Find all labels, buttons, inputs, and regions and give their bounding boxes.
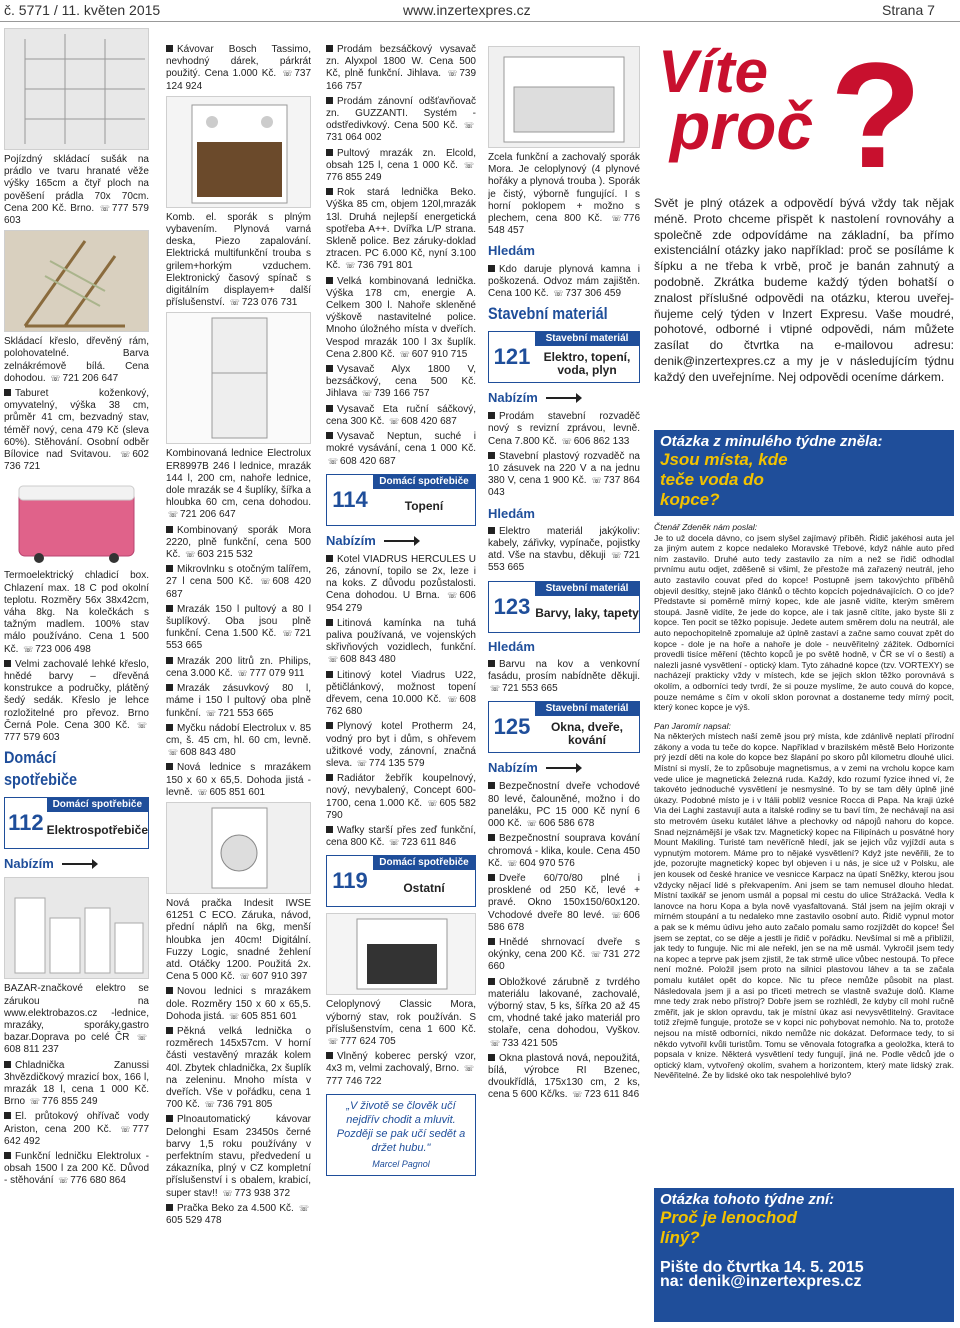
phone-icon: ☏ [328, 456, 339, 466]
site-url[interactable]: www.inzertexpres.cz [403, 2, 531, 18]
category-box-119 [326, 855, 476, 907]
phone-icon: ☏ [239, 972, 250, 982]
phone-icon: ☏ [136, 1033, 147, 1043]
category-name: Elektrospotřebiče [46, 822, 148, 837]
bullet-icon [326, 365, 333, 372]
category-box-125 [488, 701, 640, 753]
ad-paint: Barvu na kov a venkovní fasádu, prosím nabídněte děkuji. ☏ 721 553 665 [488, 658, 640, 695]
bullet-icon [166, 1115, 173, 1122]
bullet-icon [166, 45, 173, 52]
phone-icon: ☏ [507, 858, 518, 868]
arrow-right-icon [546, 391, 582, 405]
category-number: 125 [489, 702, 535, 752]
ad-neptun: Vysavač Neptun, suché i mokré vysávání, cena 1 000 Kč. ☏ 608 420 687 [326, 431, 476, 467]
category-name: Elektro, topení, voda, plyn [543, 350, 631, 378]
phone-icon: ☏ [237, 668, 248, 678]
cooling-box-icon [4, 476, 149, 566]
bullet-icon [326, 1052, 333, 1059]
category-number: 112 [5, 798, 47, 848]
oven-icon [489, 47, 640, 147]
category-number: 121 [489, 332, 535, 382]
phone-icon: ☏ [356, 758, 367, 768]
ad-distribution-box: Prodám stavební rozvaděč nový s revizní zprávou, levně. Cena 7.800 Kč. ☏ 606 862 133 [488, 411, 640, 447]
ad-door-frames: Obložkové zárubně z tvrdého materiálu lakované, zachovalé, výborný stav, 5 ks, šířka 20 až 45 cm, vhodné také jako materiál pro stolaře, cena dohodou, Vyškov. ☏ 733 421 505 [488, 976, 640, 1049]
ad-electrolux-fridge: Kombinovaná lednice Electrolux ER8997B 246 l lednice, mrazák 144 l, 200 cm, nahoře lednice, dole mrazák se 4 šuplíky, šířka a hloubka 60 cm, cena dohodou. ☏ 721 206 647 [166, 448, 311, 521]
bullet-icon [326, 555, 333, 562]
category-number: 123 [489, 582, 535, 632]
column-4 [488, 44, 640, 1326]
ad-indesit: Nová pračka Indesit IWSE 61251 C ECO. Záruka, návod, přední náplň na 6kg, menší hloubka jen 40cm! Digitální. Fuzzy Logic, snadné žehlení atd. Otáčky 1200. Použitá 2x. Cena 5 000 Kč. ☏ 607 910 397 [166, 897, 311, 983]
ad-alyx-1800: Vysavač Alyx 1800 V, bezsáčkový, cena 500 Kč. Jihlava ☏ 739 166 757 [326, 364, 476, 400]
ad-big-fridge: Pěkná velká lednička o rozměrech 145x57cm. V horní části vestavěný mrazák kolem 40l. Zbytek chladnička, 2x šuplík na zeleninu. Mnoho místa v dveřích. Vše v pořádku, cena 1 700 Kč. ☏ 736 791 805 [166, 1025, 311, 1111]
category-group: Domácí spotřebiče [373, 475, 475, 489]
ad-folding-door: Hnědé shrnovací dveře s okýnky, cena 200 Kč. ☏ 731 272 660 [488, 936, 640, 973]
ad-wanted-gas-stove: Kdo daruje plynová kamna i poškozená. Odvoz mám zajištěn. Cena 100 Kč. ☏ 737 306 459 [488, 263, 640, 300]
phone-icon: ☏ [427, 798, 438, 808]
reader2-name: Pan Jaromír napsal: [654, 720, 731, 731]
ad-dishwasher: Myčku nádobí Electrolux v. 85 cm, š. 45 cm, hl. 60 cm, levně. ☏ 608 843 480 [166, 722, 311, 759]
bullet-icon [4, 1061, 11, 1068]
bullet-icon [166, 605, 173, 612]
phone-icon: ☏ [50, 373, 61, 383]
phone-icon: ☏ [611, 214, 622, 224]
ad-combi-fridge: Velká kombinovaná lednička. Výška 178 cm, energie A. Celkem 300 l. Nahoře skleněné výškově nastavitelné police. Mnoho úložného místa v dveřích. Vespod mrazák 100 l 3x šuplík. Cena 2.800 Kč. ☏ 607 910 715 [326, 275, 476, 360]
phone-icon: ☏ [464, 160, 475, 170]
ad-doors: Dveře 60/70/80 plné i prosklené od 250 Kč, levé + pravé. Okno 150x150/60x120. Vchodové dveře 80 levé. ☏ 606 586 678 [488, 872, 640, 933]
quote-author: Marcel Pagnol [372, 1158, 430, 1169]
ad-philips: Mrazák 200 litrů zn. Philips, cena 3.000 Kč. ☏ 777 079 911 [166, 655, 311, 679]
phone-icon: ☏ [282, 69, 293, 79]
ad-zanussi: Chladnička Zanussi 3hvězdičkový mrazicí box, 166 l, mrazák 18 l, cena 1 000 Kč. Brno ☏ 776 855 249 [4, 1059, 149, 1108]
subheading-hledam: Hledám [488, 638, 535, 654]
phone-icon: ☏ [136, 720, 147, 730]
phone-icon: ☏ [222, 1188, 233, 1198]
ad-wafky: Wafky starší přes zeď funkční, cena 800 Kč. ☏ 723 611 846 [326, 824, 476, 849]
category-group: Domácí spotřebiče [47, 798, 148, 812]
phone-icon: ☏ [197, 787, 208, 797]
phone-icon: ☏ [561, 436, 572, 446]
appliances-icon [5, 878, 149, 978]
category-name: Ostatní [403, 880, 445, 895]
phone-icon: ☏ [205, 708, 216, 718]
subheading-hledam: Hledám [488, 243, 535, 259]
next-question: Proč je lenochod líný? [660, 1208, 797, 1248]
header-rule [0, 21, 960, 22]
ad-juicer: Prodám zánovní odšťavňovač zn. GUZZANTI. Systém - odstředivkový. Cena 500 Kč. ☏731 064 002 [326, 95, 476, 144]
column-1 [4, 26, 149, 1326]
phone-icon: ☏ [389, 416, 400, 426]
ad-carpet: Vlněný koberec perský vzor, 4x3 m, velmi zachovalý, Brno. ☏777 746 722 [326, 1051, 476, 1087]
photo-fridge [166, 312, 311, 444]
photo-deck-chair [4, 230, 149, 332]
next-question-box [654, 1188, 954, 1322]
reader1-answer: Je to už docela dávno, co jsem slyšel zajímavý příběh. Řidič jakéhosi auta jel za jiným autem z kopce nedaleko Moravské Třebové, když náhle auto před ním zastavilo. Druhé auto tedy zastavilo za ním a než se řidič odhodlal prvnímu autu odjet, zděšeně si všiml, že přestože má zařazený neutrál, jeho auto zastavilo couvat před do kopce! Postupně jsem takovýchto příběhů objevil desítky, stejně jako článků o těchto kopcích pojednávajících. O co jde? Představte si poměrně mírný kopec, kde ale jasně vidíte, kterým směrem stoupá. Jasně vidíte, že jede do kopce, ale i tak jasně cítíte, jako byste šli z kopce. Ten pocit se těžko popisuje. Jedete autem směrem dolu na neutrál, ale auto nepochopitelně zpomaluje až úplně zastaví a začne samo couvat zpět do kopce - dole je na hoře a nahoře je dole - neuvěřitelný zážitek. Odborníci provedli tisíce měření (těchto kopců je po světě hodně, v ČR se ví o šesti) a nalezli jasné vysvětlení - optický klam. Tyto záhadné kopce (tzv. VORTEXY) se nacházejí prakticky vždy v místech, kde se jejich sklon těžko porovnává s okolím, a odborníci tedy tvrdí, že si pouze myslíme, že auto couvá do kopce, pouze nemáme s čím v okolí sklon porovnat a dostaneme tedy mírný pocit, který konec kopce je výš. [654, 532, 954, 713]
phone-icon: ☏ [490, 684, 501, 694]
category-group: Domácí spotřebiče [373, 856, 475, 870]
phone-icon: ☏ [464, 1064, 475, 1074]
bullet-icon [166, 763, 173, 770]
phone-icon: ☏ [490, 1038, 501, 1048]
phone-icon: ☏ [298, 1203, 309, 1213]
phone-icon: ☏ [185, 550, 196, 560]
bullet-icon [4, 1152, 11, 1159]
ad-radiator: Radiátor žebřík koupelnový, nový, nevybalený, Concept 600-1700, cena 1.000 Kč. ☏ 605 582 790 [326, 773, 476, 821]
photo-drying-rack [4, 28, 149, 150]
bullet-icon [4, 389, 11, 396]
bullet-icon [4, 1112, 11, 1119]
issue-number: č. 5771 / 11. květen 2015 [4, 2, 161, 18]
drying-rack-icon [5, 29, 149, 149]
arrow-right-icon [546, 761, 582, 775]
ad-mora: Kombinovaný sporák Mora 2220, plně funkční, cena 500 Kč. ☏ 603 215 532 [166, 524, 311, 561]
subheading-nabizim: Nabízím [488, 391, 640, 405]
bullet-icon [488, 834, 495, 841]
deadline: Pište do čtvrtka 14. 5. 2015 [660, 1259, 864, 1277]
ad-stove: Komb. el. sporák s plným vybavením. Plynová varná deska, Piezo zapalování. Elektrická multifunkční trouba s grilem+horkým vzduchem. Elektronický časový spínač s digitálním displayem+ další příslušenství. ☏ 723 076 731 [166, 211, 311, 309]
bullet-icon [326, 774, 333, 781]
ad-ariston: El. průtokový ohřívač vody Ariston, cena 200 Kč. ☏ 777 642 492 [4, 1111, 149, 1147]
ad-cooling-box: Termoelektrický chladicí box. Chlazení max. 18 C pod okolní teplotu. Rozměry 56x 38x42cm, váha 8kg. Na kolečkách s tažným madlem. 100% stav málo používáno. Cena 1 500 Kč. ☏ 723 006 498 [4, 570, 149, 655]
ad-classic-mora: Celoplynový Classic Mora, výborný stav, rok používán. S příslušenstvím, cena 1 600 Kč. ☏ 777 624 705 [326, 999, 476, 1047]
bullet-icon [326, 97, 333, 104]
phone-icon: ☏ [447, 694, 458, 704]
section-title-appliances: Domácí spotřebiče [4, 748, 78, 790]
ad-elektrolux: Funkční ledničku Elektrolux - obsah 1500 l za 200 Kč. Důvod - stěhování ☏ 776 680 864 [4, 1150, 149, 1187]
ad-beko-washer: Pračka Beko za 4.500 Kč. ☏605 529 478 [166, 1202, 309, 1226]
washing-machine-icon [167, 803, 311, 893]
phone-icon: ☏ [229, 1011, 240, 1021]
arrow-right-icon [62, 857, 98, 871]
bullet-icon [488, 1054, 495, 1061]
category-group: Stavební materiál [535, 582, 639, 596]
bullet-icon [488, 265, 495, 272]
last-question-label: Otázka z minulého týdne zněla: [660, 433, 883, 450]
phone-icon: ☏ [464, 121, 475, 131]
last-question-box [654, 430, 954, 516]
photo-cooling-box [4, 476, 149, 566]
ad-bazar: BAZAR-značkové elektro se zárukou na www.elektrobazos.cz -lednice, mrazáky, sporáky,gastro bazar.Doprava po celé ČR ☏608 811 237 [4, 983, 149, 1056]
ad-armchair: Velmi zachovalé lehké křeslo, hnědé barvy – dřevěná konstrukce a područky, plátěný šedý sedák. Křeslo je lehce rozložitelné pro převoz. Brno Černá Pole. Cena 300 Kč. ☏777 579 603 [4, 658, 149, 744]
question-mark-icon: ? [830, 31, 922, 199]
ad-deck-chair: Skládací křeslo, dřevěný rám, polohovatelné. Barva zelnákrémově bílá. Cena dohodou. ☏ 721 206 647 [4, 336, 149, 384]
vite-title: Víte [658, 38, 769, 105]
ad-mora-stove: Zcela funkční a zachovalý sporák Mora. Je celoplynový (4 plynové hořáky a plynová trouba ). Sporák je čistý, výborně fungující. I s horní poklopem + možno s plechem, cena 800 Kč. ☏ 776 548 457 [488, 152, 640, 237]
last-question: Jsou místa, kde teče voda do kopce? [660, 450, 788, 510]
ad-elcold: Pultový mrazák zn. Elcold, obsah 125 l, cena 1 000 Kč. ☏776 855 249 [326, 147, 476, 184]
answers [654, 522, 954, 1081]
photo-gas-stove [326, 913, 476, 995]
phone-icon: ☏ [553, 289, 564, 299]
bullet-icon [488, 874, 495, 881]
phone-icon: ☏ [345, 261, 356, 271]
phone-icon: ☏ [590, 950, 601, 960]
email-address[interactable]: na: denik@inzertexpres.cz [660, 1273, 862, 1291]
ad-taburet: Taburet koženkový, omyvatelný, výška 38 cm, průměr 41 cm, bezvadný stav, téměř nový, cena 479 Kč (sleva 60%). Stěhování. Osobní odběr Bílovice nad Svitavou. ☏ 602 736 721 [4, 388, 149, 473]
ad-protherm: Plynový kotel Protherm 24, vodný pro byt i dům, s ohřevem užitkové vody, zánovní, značná sleva. ☏ 774 135 579 [326, 721, 476, 769]
ad-vacuum-alyxpol: Prodám bezsáčkový vysavač zn. Alyxpol 1800 W. Cena 500 Kč, plně funkční. Jihlava. ☏ 739 166 757 [326, 44, 476, 92]
quote-box [326, 1094, 476, 1176]
phone-icon: ☏ [282, 629, 293, 639]
photo-stove [166, 96, 311, 208]
bullet-icon [488, 660, 495, 667]
ad-beko-fridge: Rok stará lednička Beko. Výška 85 cm, objem 120l,mrazák 13l. Druhá nejlepší energetická spotřeba A++. Dvířka L/P strana. Skleně police. Bez záruky-doklad ztracen. PC 6.000 Kč, nyní 3.100 Kč. ☏ 736 791 801 [326, 187, 476, 272]
deck-chair-icon [5, 231, 149, 331]
phone-icon: ☏ [447, 591, 458, 601]
bullet-icon [326, 671, 333, 678]
category-box-121 [488, 331, 640, 383]
category-name: Barvy, laky, tapety [535, 606, 639, 621]
category-box-114 [326, 474, 476, 526]
category-group: Stavební materiál [535, 702, 639, 716]
phone-icon: ☏ [399, 349, 410, 359]
category-name: Topení [404, 499, 444, 514]
section-title-building: Stavební materiál [488, 304, 608, 324]
phone-icon: ☏ [611, 910, 622, 920]
bullet-icon [166, 526, 173, 533]
fridge-icon [167, 313, 311, 443]
bullet-icon [326, 188, 333, 195]
phone-icon: ☏ [168, 748, 179, 758]
phone-icon: ☏ [120, 450, 131, 460]
ad-drying-rack: Pojízdný skládací sušák na prádlo ve tvaru hranaté věže výšky 165cm a čtyř ploch na pověšení prádla 70x 70cm. Cena 200 Kč. Brno. ☏ 777 579 603 [4, 154, 149, 227]
phone-icon: ☏ [120, 1124, 131, 1134]
phone-icon: ☏ [23, 644, 34, 654]
page-header [0, 0, 960, 20]
bullet-icon [166, 724, 173, 731]
bullet-icon [488, 412, 495, 419]
ad-security-door: Bezpečnostní dveře vchodové 80 levé, čalouněné, možno i do paneláku, PC 15 000 Kč nyní 6 000 Kč. ☏ 606 586 678 [488, 781, 640, 830]
phone-icon: ☏ [328, 1036, 339, 1046]
column-2 [166, 44, 311, 1326]
ad-eta: Vysavač Eta ruční sáčkový, cena 300 Kč. ☏ 608 420 687 [326, 403, 476, 427]
subheading-nabizim: Nabízím [326, 534, 476, 548]
bullet-icon [488, 938, 495, 945]
phone-icon: ☏ [260, 577, 271, 587]
bullet-icon [326, 149, 333, 156]
phone-icon: ☏ [611, 551, 622, 561]
phone-icon: ☏ [447, 69, 458, 79]
bullet-icon [166, 657, 173, 664]
category-box-123 [488, 581, 640, 633]
reader1-name: Čtenář Zdeněk nám poslal: [654, 522, 758, 532]
subheading-nabizim: Nabízím [4, 857, 149, 871]
phone-icon: ☏ [328, 655, 339, 665]
bullet-icon [166, 565, 173, 572]
phone-icon: ☏ [229, 298, 240, 308]
bullet-icon [488, 782, 495, 789]
bullet-icon [326, 826, 333, 833]
arrow-right-icon [384, 534, 420, 548]
bullet-icon [4, 660, 11, 667]
phone-icon: ☏ [29, 1097, 40, 1107]
bullet-icon [488, 978, 495, 985]
ad-freezer-150: Mrazák 150 l pultový a 80 l šuplíkový. Oba jsou plně funkční. Cena 1.500 Kč. ☏ 721 553 665 [166, 603, 311, 652]
subheading-nabizim: Nabízím [488, 761, 640, 775]
phone-icon: ☏ [572, 1090, 583, 1100]
proc-title: proč [670, 89, 814, 163]
ad-cast-iron-stove: Litinová kamínka na tuhá paliva používaná, ve vojenských skřivňových vozidlech, funkční. ☏ 608 843 480 [326, 617, 476, 666]
page-number: Strana 7 [882, 2, 935, 18]
photo-washer [166, 802, 311, 894]
category-name: Okna, dveře, kování [550, 720, 624, 748]
phone-icon: ☏ [389, 838, 400, 848]
photo-mora-stove [488, 46, 640, 148]
ad-new-fridge: Nová lednice s mrazákem 150 x 60 x 65,5. Dohoda jistá - levně. ☏ 605 851 601 [166, 762, 311, 798]
next-question-label: Otázka tohoto týdne zní: [660, 1191, 835, 1208]
ad-fridge-freezer: Novou lednici s mrazákem dole. Rozměry 150 x 60 x 65,5. Dohoda jistá. ☏ 605 851 601 [166, 986, 311, 1022]
bullet-icon [326, 405, 333, 412]
subheading-hledam: Hledám [488, 505, 535, 521]
ad-electro-material: Elektro materiál jakýkoliv: kabely, zářivky, vypínače, pojistky atd. Vše na stavbu, děkuji ☏ 721 553 665 [488, 525, 640, 574]
bullet-icon [166, 1027, 173, 1034]
ad-delonghi: Plnoautomatický kávovar Delonghi Esam 23450s černé barvy 1,5 roku používány v perfektním stavu, předvedení u zákazníka, plný v CZ kompletní příslušenství i s obalem, krabicí, super stav!! ☏ 773 938 372 [166, 1114, 311, 1199]
bullet-icon [326, 619, 333, 626]
ad-plastic-distribution: Stavební plastový rozvaděč na 10 zásuvek na 220 V a na jednu 380 V, cena 1 900 Kč. ☏ 737 864 043 [488, 450, 640, 499]
ad-viadrus-u22: Litinový kotel Viadrus U22, pětičlánkový, možnost topení dřevem, cena 10.000 Kč. ☏ 608 762 680 [326, 669, 476, 718]
ad-plastic-windows: Okna plastová nová, nepoužitá, bílá, výrobce RI Bzenec, dvoukřídlá, 175x130 cm, 2 ks, cena 5 600 Kč/ks. ☏ 723 611 846 [488, 1052, 640, 1101]
phone-icon: ☏ [526, 819, 537, 829]
bullet-icon [166, 987, 173, 994]
category-box-112 [4, 797, 149, 849]
bullet-icon [488, 452, 495, 459]
gas-stove-icon [327, 914, 476, 994]
category-number: 119 [327, 856, 373, 906]
phone-icon: ☏ [99, 203, 110, 213]
bullet-icon [326, 45, 333, 52]
ad-microwave: Mikrovlnku s otočným talířem, 27 l cena 500 Kč. ☏ 608 420 687 [166, 564, 311, 600]
bullet-icon [488, 527, 495, 534]
bullet-icon [166, 1204, 173, 1211]
phone-icon: ☏ [361, 389, 372, 399]
ad-coffee-bosch: Kávovar Bosch Tassimo, nevhodný dárek, párkrát použitý. Cena 1.000 Kč. ☏ 737 124 924 [166, 44, 311, 92]
bullet-icon [326, 722, 333, 729]
ad-security-hardware: Bezpečnostní souprava kování chromová - klika, koule. Cena 450 Kč. ☏ 604 970 576 [488, 833, 640, 869]
phone-icon: ☏ [168, 510, 179, 520]
ad-freezer-drawer: Mrazák zásuvkový 80 l, máme i 150 l pultový oba plně funkční. ☏ 721 553 665 [166, 683, 311, 719]
phone-icon: ☏ [58, 1176, 69, 1186]
bullet-icon [166, 684, 173, 691]
bullet-icon [326, 277, 333, 284]
reader2-answer: Na některých místech naší země jsou prý místa, kde zdánlivě neplatí přírodní zákony a voda tu teče do kopce. Například v brazilském městě Belo Horizonte prý jezdí děti na kole do kopce bez šlapání po skoro půl kilometru dlouhé ulici. Místní si myslí, že to způsobuje magnetismus, a v zemi na vrcholu kopce kam vede ulice je magnetická železná ruda. Každý, kdo rozumí fyzice ihned ví, že takovéto jednoduché vysvětlení je nesmyslné. To by se tam děly úplně jiné úkazy. Podobné místo je i v Itálii poblíž vesnice Rocca di Papa. Na kraji úzké Via dei Laghi zastavují auta a italské rodiny se tu baví tím, že nechávají na asi sto metrovém úseku kutálet láhve a plechovky od nápojů nahoru do kopce. Snad nejznámější je však tzv. Magnetický kopec na Filipínách u posvátné hory Mount Makiling. Turisté tam nevěřícně hledí, jak se jejich vůz vyjíždí auta s vypnutým motorem. Máme pro to nějaké vysvětlení? Když jste nevěřili, že to jde, pozorujte magnetický kopec byl objeven i u nás, je sice už v Polsku, ale jen kousek od české hranice ve vesnicce Karpacz na úpatí Sněžky, kterou jsou vždycky nějací lidé s překvapením. Ani jsem se tam nemusel dlouho hledat. Místní taxikář se jenom usmál a popsal mi cestu do ulice Strážacká. Vedla k lanovce na horu Kopa a byla nově vyasfaltovaná. Stál jsem na jejím okraji v mírném stoupání a tu nedaleko mne zastavilo osobní auto. Řidič vypnul motor a pak se k mému údivu jeho auto začalo pomalu samo rozjíždět do kopce! Šel jsem se zeptat, co se děje a jestli je řidič v pořádku. Nevšímal si mě a přiblížil, jak tedy to funguje. Nic mi ale neřekl, jen se na mě usmál. Vykročil jsem tedy na kopec a teprve pak jsem zjistil, že tak strmě ulice vůbec nestoupá. To přece není možné. Položil jsem proto na silnici plastovou láhev a ta se začala pomalu kutálet opět do kopce. Nic tu přece nemůže působit na plast. Následovala jsem ji a asi po třiceti metrech se vlastně svažuje dolů. Klame mne tedy zrak nebo přístroj? Dobře jsem se rozhlédl, že kdyby cíl mohl ručně změřit, jak je sklon opravdu, tak je místní úkaz asi nevysvětlitelný. Gravitace totiž zřejmě funguje, protože se v kopci nic pohybovat nemohlo. Na to, protože nejsou na místě odborníci, nikdo nemůže nic dokázat. Deformace tedy, to si někdo vytvořil kvůli turistům. Tomu se věnovala fotografka a geoložka, která to popsala v knize. Některá vysvětlení tedy fungují, jiná ne. Podle vědců jde o optický klam, vytvořený okolím, svahem a horizontem, který mate lidský zrak. Nevěřitelné. Že by lidské oko tak nespolehlivé bylo? [654, 731, 954, 1081]
category-group: Stavební materiál [535, 332, 639, 346]
phone-icon: ☏ [591, 476, 602, 486]
ad-viadrus-hercules: Kotel VIADRUS HERCULES U 26, zánovní, topilo se 2x, leze i na koks. Z důvodu pozůstalosti. Cena dohodou. U Brna. ☏ 606 954 279 [326, 553, 476, 614]
bullet-icon [326, 432, 333, 439]
category-number: 114 [327, 475, 373, 525]
intro-text: Svět je plný otázek a odpovědí bývá vždy tak nějak méně. Proto chceme přispět k nastolení rovnováhy a společně zde odpovídáme na základní, ba přímo existenciální otázky jako například: proč se posíláme k šípku a ne třeba k vrbě, proč je banán zahnutý a podobně. Zkrátka budeme každý týden bohatší o znalost příslušné odpovědi na otázku, kterou uveřej- ňujeme celý týden v Inzert Expresu. Vaše moudré, pohotové, odborné i vtipné odpovědi, nám můžete zasílat do čtvrtka na e-mailovou adresu: denik@inzertexpres.cz a my je v následujícím týdnu každý den uveřejníme. Nej odpovědi oceníme dárkem. [654, 196, 954, 384]
column-3 [326, 44, 476, 1326]
stove-icon [167, 97, 311, 207]
quote-text: „V životě se člověk učí nejdřív chodit a mluvit. Později se pak učí sedět a držet hubu." [336, 1099, 466, 1154]
phone-icon: ☏ [204, 1100, 215, 1110]
photo-bazar [4, 877, 149, 979]
